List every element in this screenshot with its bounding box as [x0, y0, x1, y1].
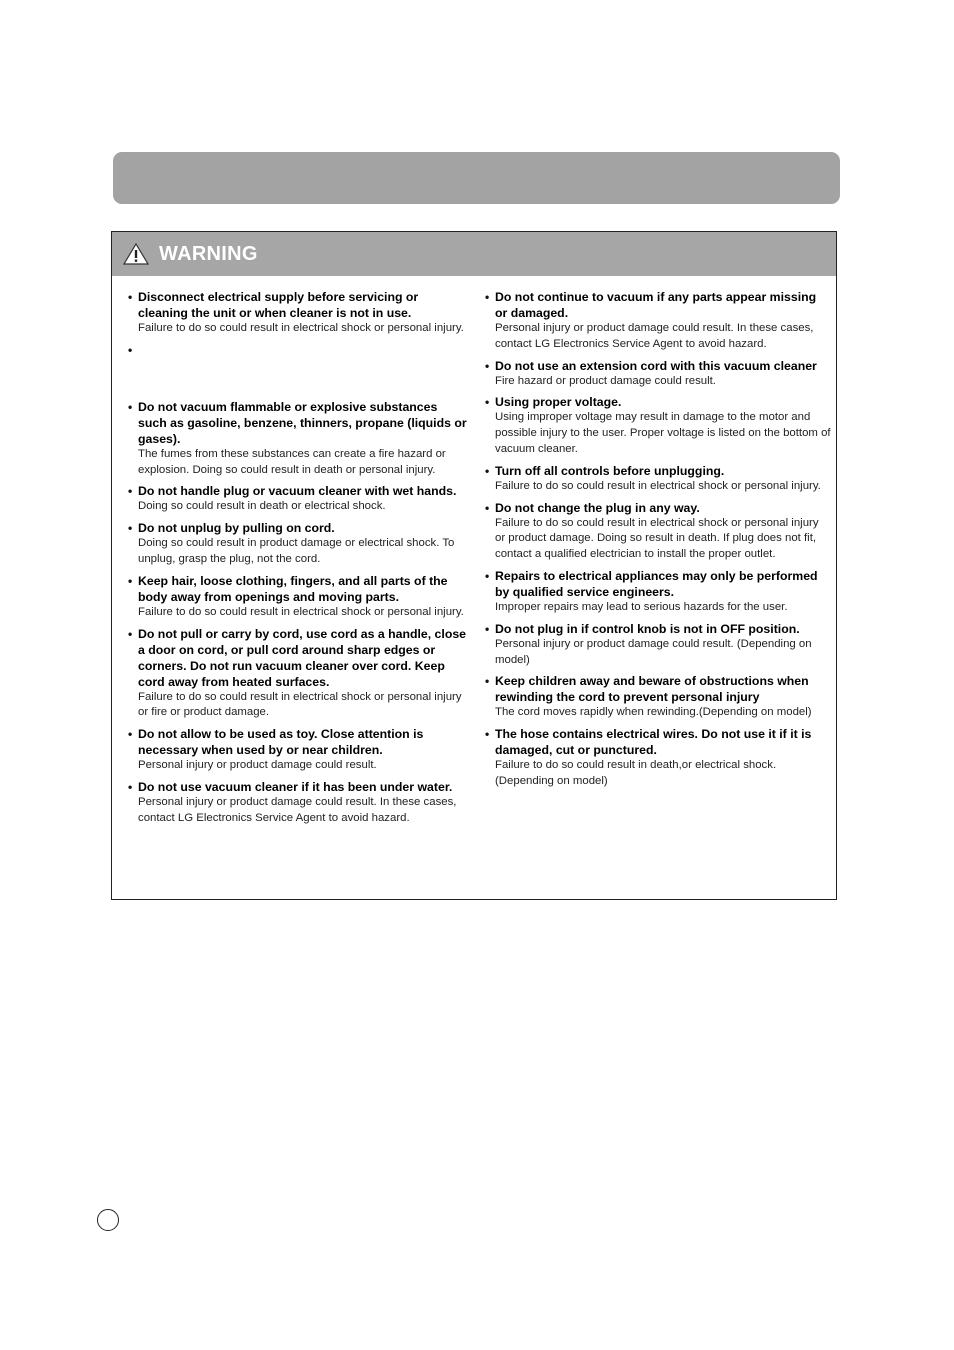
- list-item: • Do not use vacuum cleaner if it has been under water. Personal injury or product damage could result. In these cases, contact LG Electronics Service Agent to avoid hazard.: [128, 779, 468, 827]
- list-item: • Do not allow to be used as toy. Close attention is necessary when used by or near children. Personal injury or product damage could result.: [128, 726, 468, 774]
- item-heading: Do not continue to vacuum if any parts appear missing or damaged.: [495, 290, 817, 320]
- list-item: • Keep hair, loose clothing, fingers, and all parts of the body away from openings and moving parts. Failure to do so could result in electrical shock or personal injury.: [128, 573, 468, 621]
- item-heading: Keep hair, loose clothing, fingers, and all parts of the body away from openings and moving parts.: [138, 573, 448, 604]
- item-description: Personal injury or product damage could result. In these cases, contact LG Electronics Service Agent to avoid hazard.: [495, 322, 814, 350]
- item-description: Failure to do so could result in electrical shock or personal injury.: [138, 322, 464, 334]
- warning-box: [111, 231, 837, 900]
- list-item: • Do not plug in if control knob is not in OFF position. Personal injury or product damage could result. (Depending on model): [485, 621, 831, 669]
- item-heading: Disconnect electrical supply before servicing or cleaning the unit or when cleaner is not in use.: [138, 290, 419, 320]
- item-heading: Using proper voltage.: [495, 395, 622, 410]
- item-description: The cord moves rapidly when rewinding.(Depending on model): [495, 706, 812, 719]
- item-heading: Do not handle plug or vacuum cleaner with wet hands.: [138, 484, 457, 499]
- list-item: • Keep children away and beware of obstructions when rewinding the cord to prevent personal injury The cord moves rapidly when rewinding.(Depending on model): [485, 673, 831, 721]
- warning-header: [112, 232, 836, 276]
- item-heading: Keep children away and beware of obstructions when rewinding the cord to prevent personal injury: [495, 674, 809, 705]
- item-description: Fire hazard or product damage could result.: [495, 374, 716, 387]
- warning-triangle-icon: [123, 243, 149, 265]
- right-column: [485, 289, 831, 795]
- list-item: • Turn off all controls before unplugging. Failure to do so could result in electrical shock or personal injury.: [485, 463, 831, 495]
- list-item: • Do not use an extension cord with this vacuum cleaner Fire hazard or product damage could result.: [485, 358, 831, 390]
- list-item: • Do not handle plug or vacuum cleaner with wet hands. Doing so could result in death or electrical shock.: [128, 483, 468, 515]
- list-item: • Repairs to electrical appliances may only be performed by qualified service engineers. Improper repairs may lead to serious hazards for the user.: [485, 568, 831, 616]
- page-number-circle: [97, 1209, 119, 1231]
- item-description: Failure to do so could result in death,or electrical shock. (Depending on model): [495, 759, 777, 787]
- item-heading: Do not change the plug in any way.: [495, 500, 700, 515]
- list-item: • Do not vacuum flammable or explosive substances such as gasoline, benzene, thinners, propane (liquids or gases). The fumes from these substances can create a fire hazard or explosion. Doing so could result in death or personal injury.: [128, 399, 468, 479]
- item-description: Using improper voltage may result in damage to the motor and possible injury to the user. Proper voltage is listed on the bottom of vacuum cleaner.: [495, 411, 831, 455]
- item-heading: Do not allow to be used as toy. Close attention is necessary when used by or near children.: [138, 727, 424, 758]
- list-item-empty: •: [128, 342, 133, 357]
- item-heading: Do not use vacuum cleaner if it has been under water.: [138, 779, 453, 794]
- item-heading: Repairs to electrical appliances may only be performed by qualified service engineers.: [495, 568, 818, 599]
- item-heading: Do not vacuum flammable or explosive substances such as gasoline, benzene, thinners, propane (liquids or gases).: [138, 399, 467, 446]
- warning-title: WARNING: [159, 242, 258, 265]
- list-item: • Disconnect electrical supply before servicing or cleaning the unit or when cleaner is not in use. Failure to do so could result in electrical shock or personal injury.: [128, 289, 468, 337]
- section-header-bar: [113, 152, 840, 204]
- list-item: • The hose contains electrical wires. Do not use it if it is damaged, cut or punctured. Failure to do so could result in death,or electrical shock. (Depending on model): [485, 726, 831, 790]
- item-heading: Do not plug in if control knob is not in OFF position.: [495, 621, 800, 636]
- item-heading: The hose contains electrical wires. Do not use it if it is damaged, cut or punctured.: [495, 727, 812, 758]
- item-heading: Do not pull or carry by cord, use cord as a handle, close a door on cord, or pull cord around sharp edges or corners. Do not run vacuum cleaner over cord. Keep cord away from heated surfaces.: [138, 626, 467, 689]
- item-description: Failure to do so could result in electrical shock or personal injury or fire or product damage.: [138, 690, 462, 719]
- list-item: • Do not pull or carry by cord, use cord as a handle, close a door on cord, or pull cord around sharp edges or corners. Do not run vacuum cleaner over cord. Keep cord away from heated surfaces. Failure to do so could result in electrical shock or personal injury or fire or product damage.: [128, 626, 468, 722]
- item-description: Personal injury or product damage could result. (Depending on model): [495, 637, 812, 666]
- item-description: Failure to do so could result in electrical shock or personal injury or product damage. Doing so result in death. If plug does not fit, contact a qualified electrician to install the proper outlet.: [495, 516, 819, 561]
- item-heading: Turn off all controls before unplugging.: [495, 463, 725, 478]
- list-item: • Do not change the plug in any way. Failure to do so could result in electrical shock or personal injury or product damage. Doing so result in death. If plug does not fit, contact a qualified electrician to install the proper outlet.: [485, 500, 831, 563]
- left-column: [128, 289, 468, 832]
- item-description: Doing so could result in death or electrical shock.: [138, 500, 386, 513]
- item-description: Doing so could result in product damage or electrical shock. To unplug, grasp the plug, not the cord.: [138, 537, 455, 565]
- item-heading: Do not unplug by pulling on cord.: [138, 521, 335, 536]
- item-description: Failure to do so could result in electrical shock or personal injury.: [495, 479, 821, 492]
- list-item: • Using proper voltage. Using improper voltage may result in damage to the motor and possible injury to the user. Proper voltage is listed on the bottom of vacuum cleaner.: [485, 394, 831, 457]
- list-item: • Do not continue to vacuum if any parts appear missing or damaged. Personal injury or product damage could result. In these cases, contact LG Electronics Service Agent to avoid hazard.: [485, 289, 831, 353]
- item-description: Improper repairs may lead to serious hazards for the user.: [495, 600, 788, 613]
- list-item: • Do not unplug by pulling on cord. Doing so could result in product damage or electrical shock. To unplug, grasp the plug, not the cord.: [128, 520, 468, 568]
- item-description: Personal injury or product damage could result. In these cases, contact LG Electronics Service Agent to avoid hazard.: [138, 795, 457, 824]
- item-description: The fumes from these substances can create a fire hazard or explosion. Doing so could result in death or personal injury.: [138, 447, 446, 476]
- item-heading: Do not use an extension cord with this vacuum cleaner: [495, 358, 817, 373]
- item-description: Personal injury or product damage could result.: [138, 759, 377, 772]
- item-description: Failure to do so could result in electrical shock or personal injury.: [138, 605, 464, 618]
